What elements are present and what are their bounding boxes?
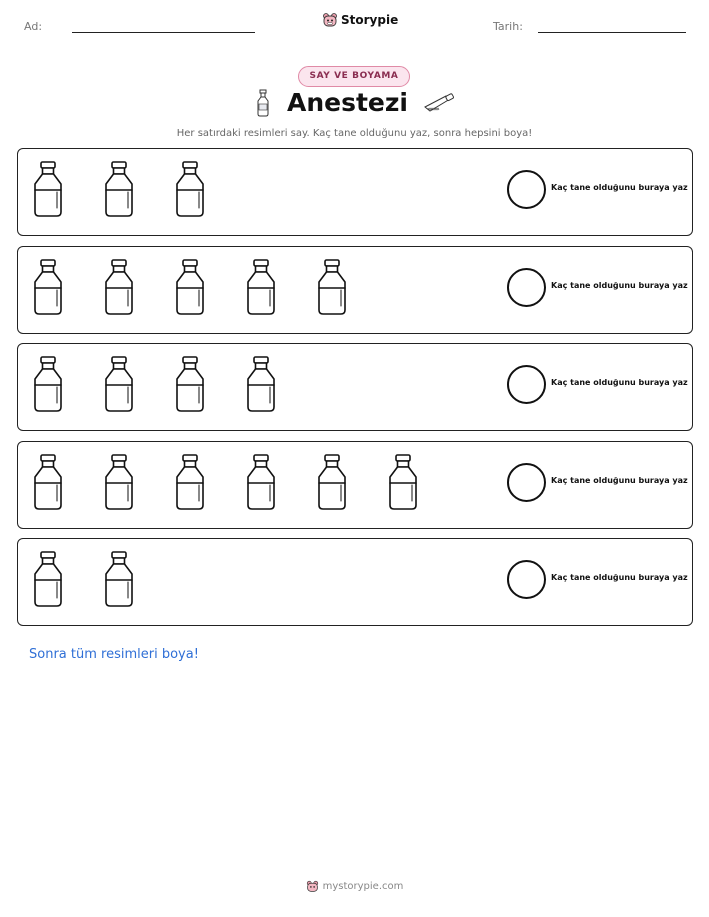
medicine-bottle-icon[interactable] — [174, 453, 206, 511]
medicine-bottle-icon[interactable] — [103, 550, 135, 608]
activity-badge: SAY VE BOYAMA — [298, 66, 410, 87]
brand-name: Storypie — [341, 13, 399, 27]
answer-label: Kaç tane olduğunu buraya yaz — [551, 378, 688, 387]
saw-icon — [424, 93, 454, 113]
medicine-bottle-icon[interactable] — [103, 160, 135, 218]
brand-logo — [322, 12, 398, 28]
coloring-note: Sonra tüm resimleri boya! — [29, 647, 199, 662]
medicine-bottle-icon[interactable] — [245, 355, 277, 413]
instructions-text: Her satırdaki resimleri say. Kaç tane olduğunu yaz, sonra hepsini boya! — [176, 128, 533, 139]
footer-site — [0, 880, 709, 893]
medicine-bottle-icon[interactable] — [103, 355, 135, 413]
medicine-bottle-icon[interactable] — [316, 453, 348, 511]
medicine-bottle-icon[interactable] — [32, 453, 64, 511]
medicine-bottle-icon[interactable] — [32, 160, 64, 218]
date-label: Tarih: — [493, 20, 523, 33]
storypie-mascot-icon — [306, 880, 319, 893]
answer-circle[interactable] — [507, 170, 546, 209]
title-row — [0, 88, 709, 117]
answer-circle[interactable] — [507, 463, 546, 502]
date-line[interactable] — [538, 32, 686, 33]
medicine-bottle-icon[interactable] — [245, 258, 277, 316]
counting-row — [17, 148, 693, 236]
answer-label: Kaç tane olduğunu buraya yaz — [551, 573, 688, 582]
medicine-bottle-icon[interactable] — [32, 258, 64, 316]
medicine-bottle-icon[interactable] — [387, 453, 419, 511]
answer-circle[interactable] — [507, 268, 546, 307]
medicine-bottle-icon[interactable] — [174, 355, 206, 413]
medicine-bottle-icon[interactable] — [103, 258, 135, 316]
storypie-mascot-icon — [322, 12, 338, 28]
answer-circle[interactable] — [507, 365, 546, 404]
answer-label: Kaç tane olduğunu buraya yaz — [551, 476, 688, 485]
answer-label: Kaç tane olduğunu buraya yaz — [551, 281, 688, 290]
name-line[interactable] — [72, 32, 255, 33]
counting-row — [17, 343, 693, 431]
medicine-bottle-icon[interactable] — [32, 355, 64, 413]
page-title: Anestezi — [286, 88, 408, 117]
medicine-bottle-icon[interactable] — [174, 160, 206, 218]
counting-row — [17, 441, 693, 529]
answer-label: Kaç tane olduğunu buraya yaz — [551, 183, 688, 192]
medicine-bottle-icon[interactable] — [103, 453, 135, 511]
medicine-vial-icon — [255, 89, 271, 117]
name-label: Ad: — [24, 20, 43, 33]
counting-row — [17, 246, 693, 334]
answer-circle[interactable] — [507, 560, 546, 599]
medicine-bottle-icon[interactable] — [245, 453, 277, 511]
counting-row — [17, 538, 693, 626]
medicine-bottle-icon[interactable] — [174, 258, 206, 316]
medicine-bottle-icon[interactable] — [32, 550, 64, 608]
footer-url: mystorypie.com — [322, 881, 404, 892]
medicine-bottle-icon[interactable] — [316, 258, 348, 316]
